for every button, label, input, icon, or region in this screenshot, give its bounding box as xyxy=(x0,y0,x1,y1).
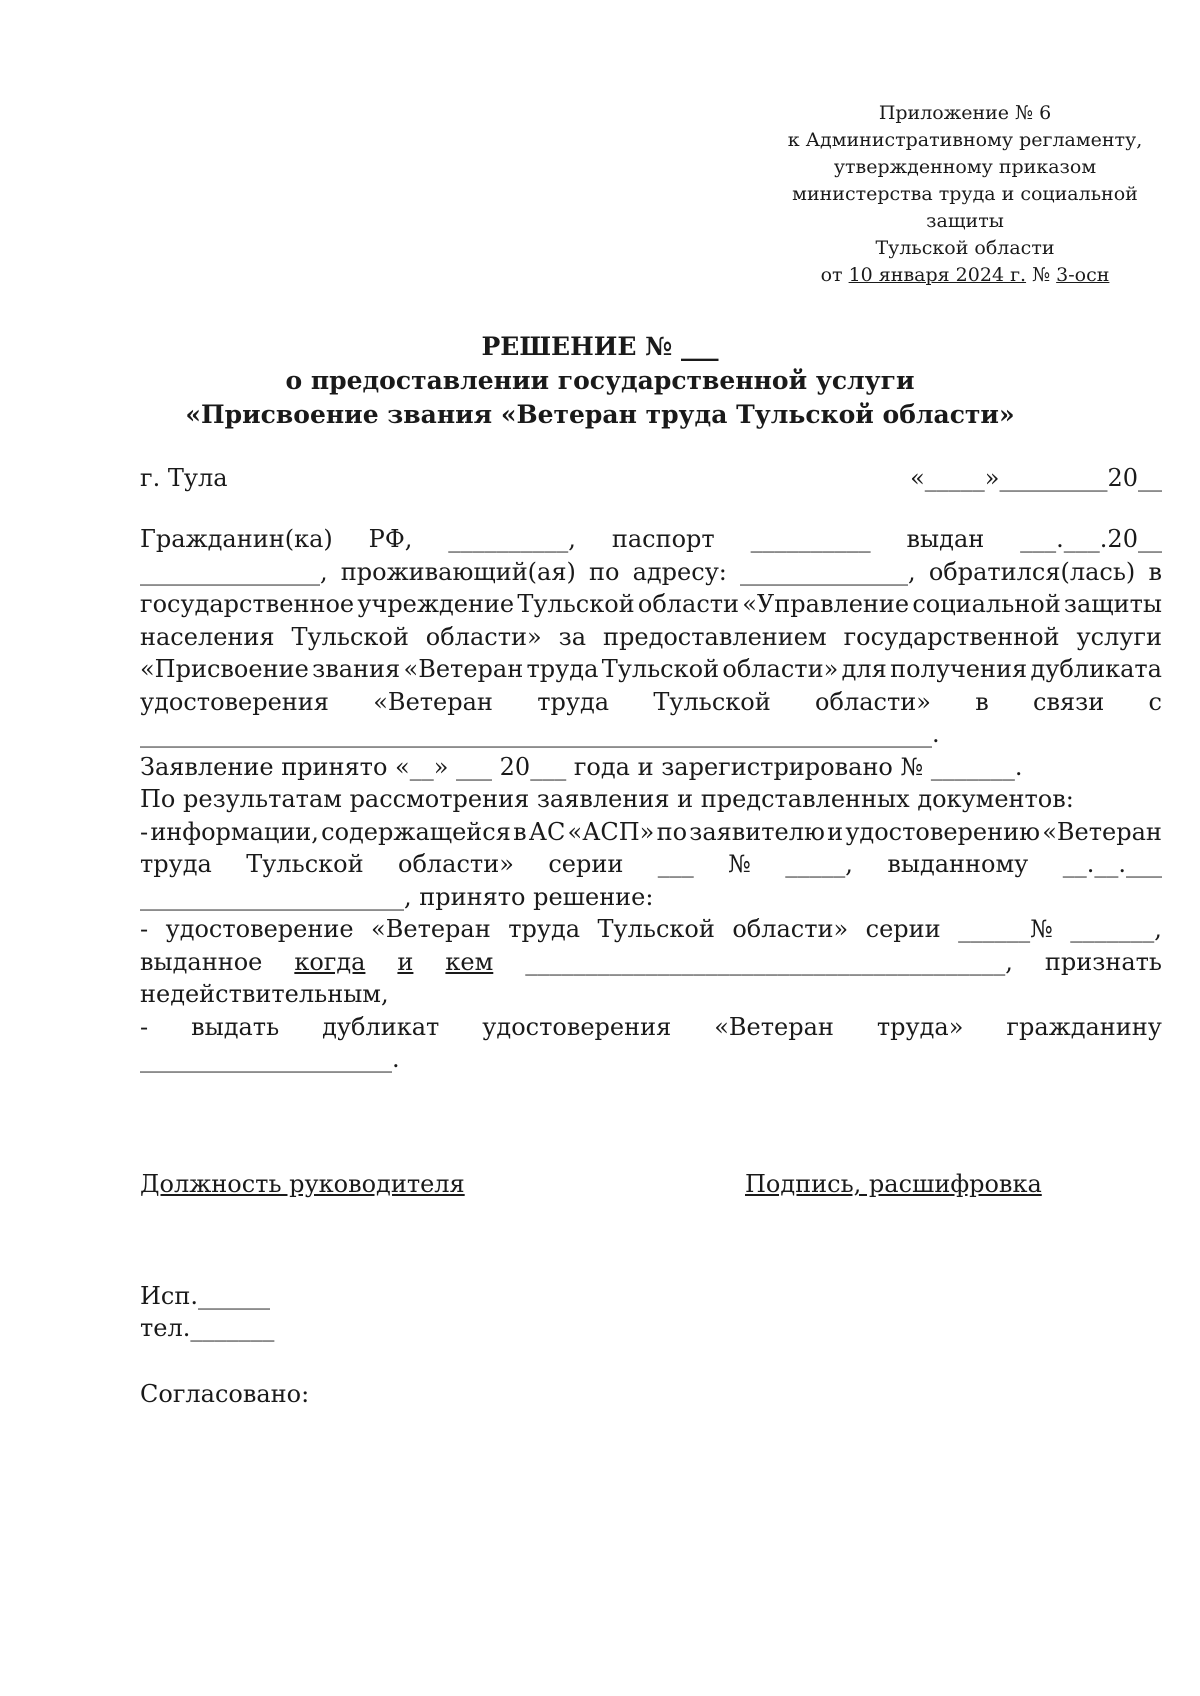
word: труда xyxy=(526,655,599,683)
word: и xyxy=(827,817,844,846)
word: удостоверения xyxy=(482,1012,672,1041)
word: удостоверения xyxy=(140,687,329,716)
word: _______, xyxy=(1070,915,1162,943)
word: адресу: xyxy=(632,557,727,586)
certificate-line xyxy=(140,913,1162,946)
word: населения xyxy=(140,622,275,651)
word: труда xyxy=(140,850,212,878)
word: Гражданин(ка) xyxy=(140,525,333,553)
word: «Присвоение xyxy=(140,655,309,683)
word: удостоверению xyxy=(845,817,1040,846)
duplicate-blank: _____________________. xyxy=(140,1045,400,1073)
word: «АСП» xyxy=(567,817,655,846)
word: «Управление xyxy=(742,590,910,618)
word: _______________, xyxy=(140,557,328,586)
word: - xyxy=(140,915,149,943)
document-body xyxy=(140,523,1162,1076)
invalid-line: недействительным, xyxy=(140,980,389,1008)
word: «Ветеран xyxy=(373,687,493,716)
word: области» xyxy=(398,850,514,878)
word: получения xyxy=(890,655,1028,683)
cert-word: кем xyxy=(445,947,494,976)
signature-label: Подпись, расшифровка xyxy=(745,1170,1042,1198)
word: предоставлением xyxy=(603,622,827,651)
word: - xyxy=(140,1012,149,1041)
executor-block xyxy=(140,1280,274,1344)
word: для xyxy=(841,655,887,683)
word: государственной xyxy=(843,622,1060,651)
paragraph-line xyxy=(140,523,1162,556)
word: с xyxy=(1148,687,1162,716)
word: __________, xyxy=(448,525,576,553)
word: АС xyxy=(528,817,566,846)
reason-blank-line: __________________________________________________________________. xyxy=(140,720,940,748)
word: области» xyxy=(732,915,849,943)
paragraph-line xyxy=(140,653,1162,686)
annex-date-prefix: от xyxy=(820,264,849,286)
word: учреждение xyxy=(357,590,515,618)
word: по xyxy=(589,557,620,586)
word: обратился(лась) xyxy=(928,557,1136,586)
city: г. Тула xyxy=(140,464,228,492)
word: выданному xyxy=(887,850,1029,878)
word: в xyxy=(513,817,527,846)
word: № xyxy=(728,850,751,878)
title-line-3: «Присвоение звания «Ветеран труда Тульской области» xyxy=(185,400,1015,429)
word: звания xyxy=(312,655,401,683)
word: Тульской xyxy=(601,655,720,683)
word: РФ, xyxy=(368,525,413,553)
cert-word: когда xyxy=(294,947,366,976)
word: выдать xyxy=(191,1012,280,1041)
word: области» xyxy=(425,622,542,651)
word: области xyxy=(637,590,740,618)
paragraph-line xyxy=(140,621,1162,654)
word: серии xyxy=(548,850,624,878)
word: Тульской xyxy=(653,687,771,716)
word: Тульской xyxy=(517,590,635,618)
annex-line: Приложение № 6 xyxy=(878,102,1052,124)
results-line: По результатам рассмотрения заявления и представленных документов: xyxy=(140,785,1074,813)
duplicate-line xyxy=(140,1011,1162,1044)
word: социальной xyxy=(912,590,1061,618)
word: труда xyxy=(508,915,581,943)
annex-number-prefix: № xyxy=(1032,264,1057,286)
word: в xyxy=(975,687,989,716)
word: информации, xyxy=(150,817,319,846)
word: проживающий(ая) xyxy=(340,557,576,586)
decision-line: ______________________, принято решение: xyxy=(140,882,654,911)
info-line xyxy=(140,816,1162,849)
info-line xyxy=(140,848,1162,881)
word: труда xyxy=(537,687,610,716)
word: выдан xyxy=(906,525,985,553)
word: серии xyxy=(865,915,941,943)
document-title xyxy=(0,330,1200,432)
certificate-line-2 xyxy=(140,946,1162,979)
word: «Ветеран xyxy=(1042,817,1162,846)
word: __.__.___ xyxy=(1062,850,1162,878)
word: ______№ xyxy=(958,915,1053,943)
annex-header xyxy=(770,100,1160,289)
annex-line: к Административному регламенту, xyxy=(787,129,1143,151)
word: Тульской xyxy=(246,850,364,878)
word: заявителю xyxy=(689,817,825,846)
place-date-row xyxy=(140,462,1162,496)
annex-line: Тульской области xyxy=(875,237,1055,259)
word: паспорт xyxy=(611,525,715,553)
word: «Ветеран xyxy=(714,1012,834,1041)
word: «Ветеран xyxy=(371,915,491,943)
executor-line: Исп.______ xyxy=(140,1282,270,1310)
annex-line: защиты xyxy=(926,210,1004,232)
word: Тульской xyxy=(291,622,409,651)
word: за xyxy=(558,622,587,651)
date-blank: «_____»_________20__ xyxy=(910,464,1162,492)
annex-number: 3-осн xyxy=(1056,264,1110,286)
word: _____, xyxy=(785,850,853,878)
word: ___.___.20__ xyxy=(1020,525,1162,553)
word: дубликат xyxy=(322,1012,440,1041)
word: удостоверение xyxy=(165,915,354,943)
word: ___ xyxy=(657,850,694,878)
paragraph-line xyxy=(140,588,1162,621)
cert-blank: ________________________________________, xyxy=(525,947,1013,976)
paragraph-line xyxy=(140,556,1162,589)
word: - xyxy=(140,817,149,846)
word: содержащейся xyxy=(321,817,511,846)
title-line-2: о предоставлении государственной услуги xyxy=(285,366,915,395)
word: в xyxy=(1148,557,1162,586)
position-label: Должность руководителя xyxy=(140,1170,465,1198)
word: услуги xyxy=(1076,622,1162,651)
application-line: Заявление принято «__» ___ 20___ года и зарегистрировано № _______. xyxy=(140,752,1023,781)
cert-word: выданное xyxy=(140,947,263,976)
title-line-1: РЕШЕНИЕ № ___ xyxy=(481,332,719,361)
word: гражданину xyxy=(1006,1012,1162,1041)
cert-word: признать xyxy=(1044,947,1162,976)
phone-line: тел._______ xyxy=(140,1314,275,1342)
cert-word: и xyxy=(397,947,414,976)
agreed-label: Согласовано: xyxy=(140,1380,310,1408)
word: защиты xyxy=(1063,590,1162,618)
paragraph-line xyxy=(140,686,1162,719)
word: дубликата xyxy=(1030,655,1162,683)
annex-line: утвержденному приказом xyxy=(833,156,1097,178)
word: __________ xyxy=(750,525,871,553)
word: ______________, xyxy=(740,557,916,586)
word: области» xyxy=(722,655,839,683)
annex-line: министерства труда и социальной xyxy=(792,183,1138,205)
annex-date: 10 января 2024 г. xyxy=(848,264,1027,286)
word: труда» xyxy=(876,1012,964,1041)
annex-date-line xyxy=(770,262,1160,289)
word: государственное xyxy=(140,590,355,618)
word: области» xyxy=(815,687,931,716)
word: Тульской xyxy=(597,915,715,943)
word: связи xyxy=(1033,687,1105,716)
word: по xyxy=(656,817,688,846)
word: «Ветеран xyxy=(403,655,524,683)
